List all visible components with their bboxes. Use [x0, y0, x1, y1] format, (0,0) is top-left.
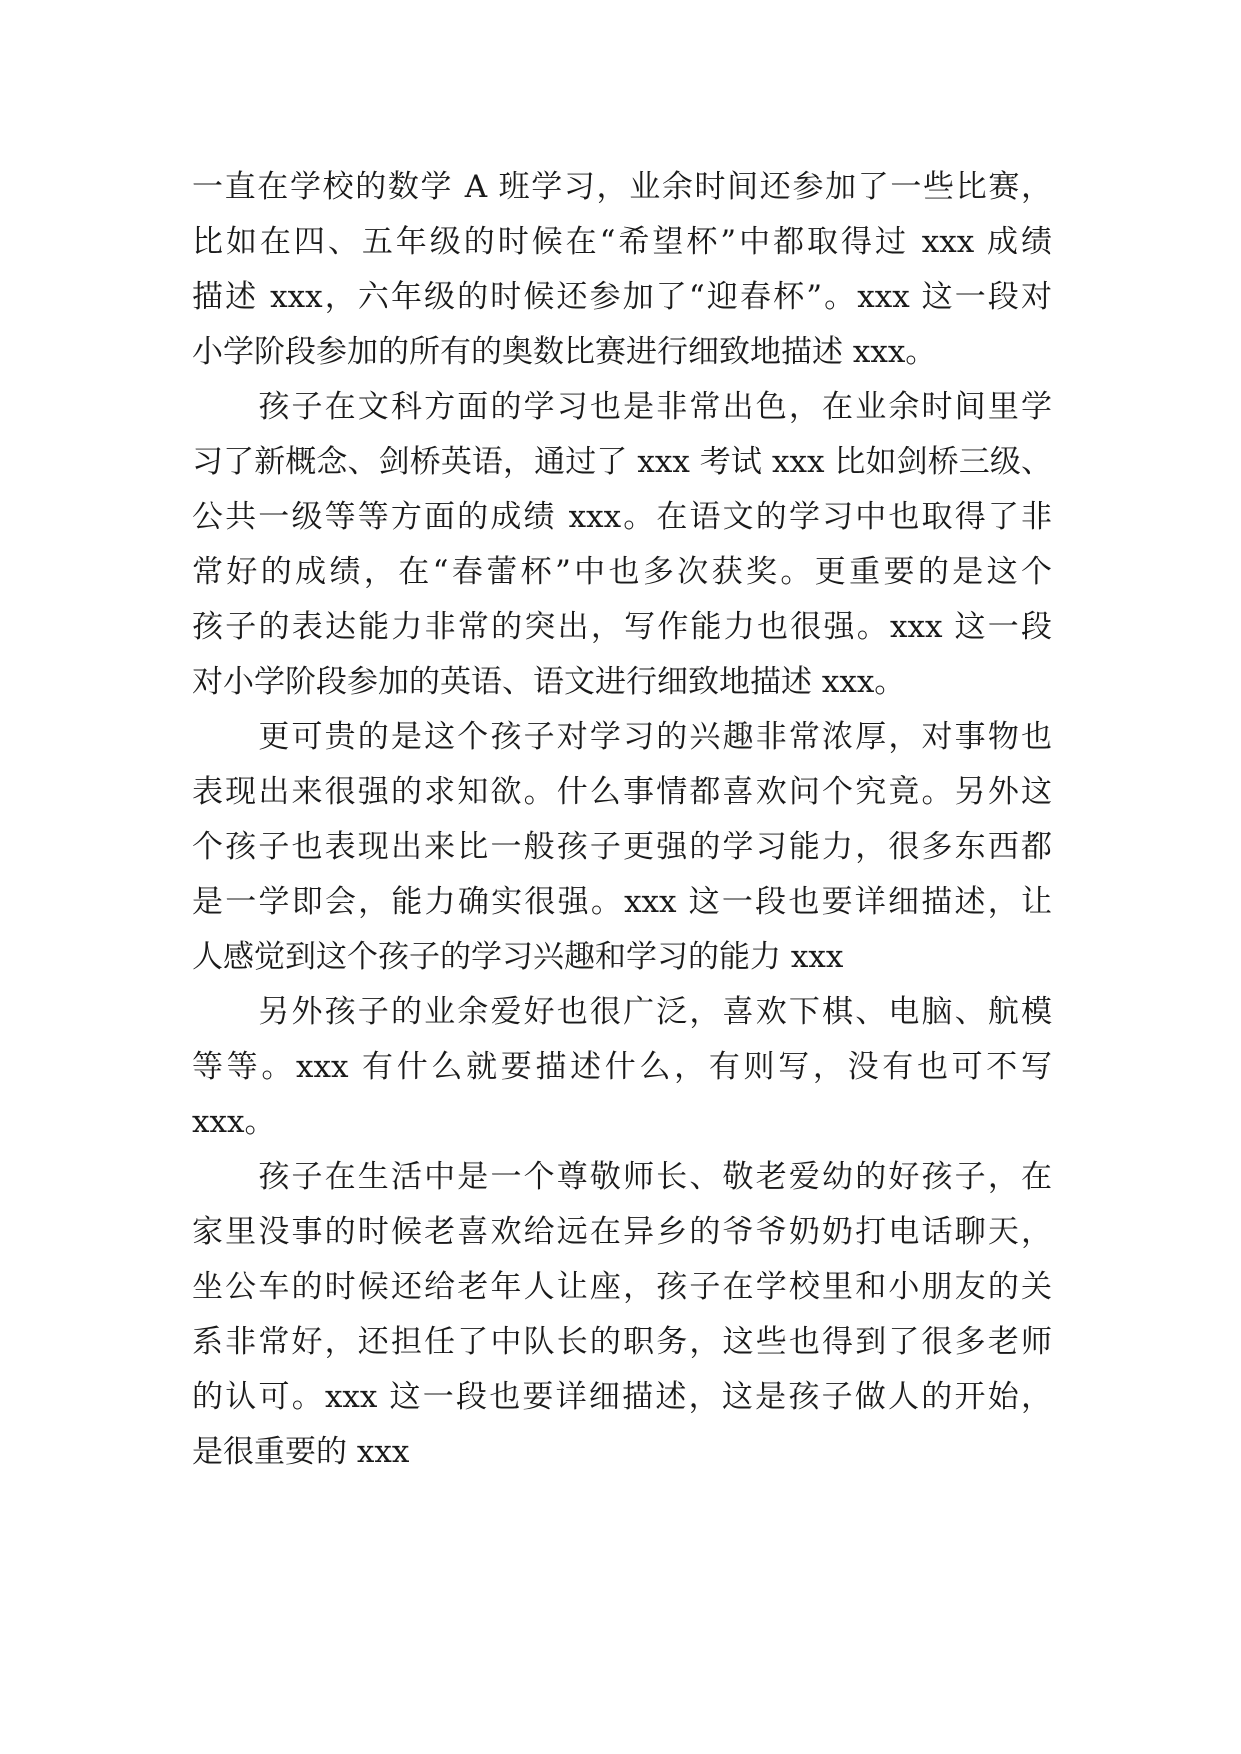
text-line: 描述 xxx，六年级的时候还参加了“迎春杯”。xxx 这一段对 [192, 279, 1052, 315]
text-line: 等等。xxx 有什么就要描述什么，有则写，没有也可不写 [192, 1049, 1052, 1085]
paragraph-character [192, 1150, 1052, 1480]
paragraph-learning-interest [192, 710, 1052, 985]
text-line: 是很重要的 xxx [192, 1434, 410, 1470]
text-line: 表现出来很强的求知欲。什么事情都喜欢问个究竟。另外这 [192, 774, 1052, 810]
text-line: 家里没事的时候老喜欢给远在异乡的爷爷奶奶打电话聊天， [192, 1214, 1052, 1250]
text-line: 的认可。xxx 这一段也要详细描述，这是孩子做人的开始， [192, 1379, 1052, 1415]
text-line: 系非常好，还担任了中队长的职务，这些也得到了很多老师 [192, 1324, 1052, 1360]
text-line: 常好的成绩，在“春蕾杯”中也多次获奖。更重要的是这个 [192, 554, 1052, 590]
paragraph-liberal-arts [192, 380, 1052, 710]
text-line: 孩子在生活中是一个尊敬师长、敬老爱幼的好孩子，在 [192, 1159, 1052, 1195]
text-line: 坐公车的时候还给老年人让座，孩子在学校里和小朋友的关 [192, 1269, 1052, 1305]
paragraph-math-competitions [192, 160, 1052, 380]
document-body [192, 160, 1052, 1480]
text-line: 是一学即会，能力确实很强。xxx 这一段也要详细描述，让 [192, 884, 1052, 920]
paragraph-hobbies [192, 985, 1052, 1150]
text-line: 对小学阶段参加的英语、语文进行细致地描述 xxx。 [192, 664, 906, 700]
text-line: 小学阶段参加的所有的奥数比赛进行细致地描述 xxx。 [192, 334, 937, 370]
text-line: 比如在四、五年级的时候在“希望杯”中都取得过 xxx 成绩 [192, 224, 1052, 260]
text-line: 人感觉到这个孩子的学习兴趣和学习的能力 xxx [192, 939, 844, 975]
text-line: 一直在学校的数学 A 班学习，业余时间还参加了一些比赛， [192, 169, 1052, 205]
text-line: 更可贵的是这个孩子对学习的兴趣非常浓厚，对事物也 [192, 719, 1052, 755]
text-line: 个孩子也表现出来比一般孩子更强的学习能力，很多东西都 [192, 829, 1052, 865]
text-line: 公共一级等等方面的成绩 xxx。在语文的学习中也取得了非 [192, 499, 1052, 535]
text-line: 另外孩子的业余爱好也很广泛，喜欢下棋、电脑、航模 [192, 994, 1052, 1030]
text-line: 习了新概念、剑桥英语，通过了 xxx 考试 xxx 比如剑桥三级、 [192, 444, 1052, 480]
text-line: 孩子的表达能力非常的突出，写作能力也很强。xxx 这一段 [192, 609, 1052, 645]
text-line: 孩子在文科方面的学习也是非常出色，在业余时间里学 [192, 389, 1052, 425]
text-line: xxx。 [192, 1104, 276, 1140]
